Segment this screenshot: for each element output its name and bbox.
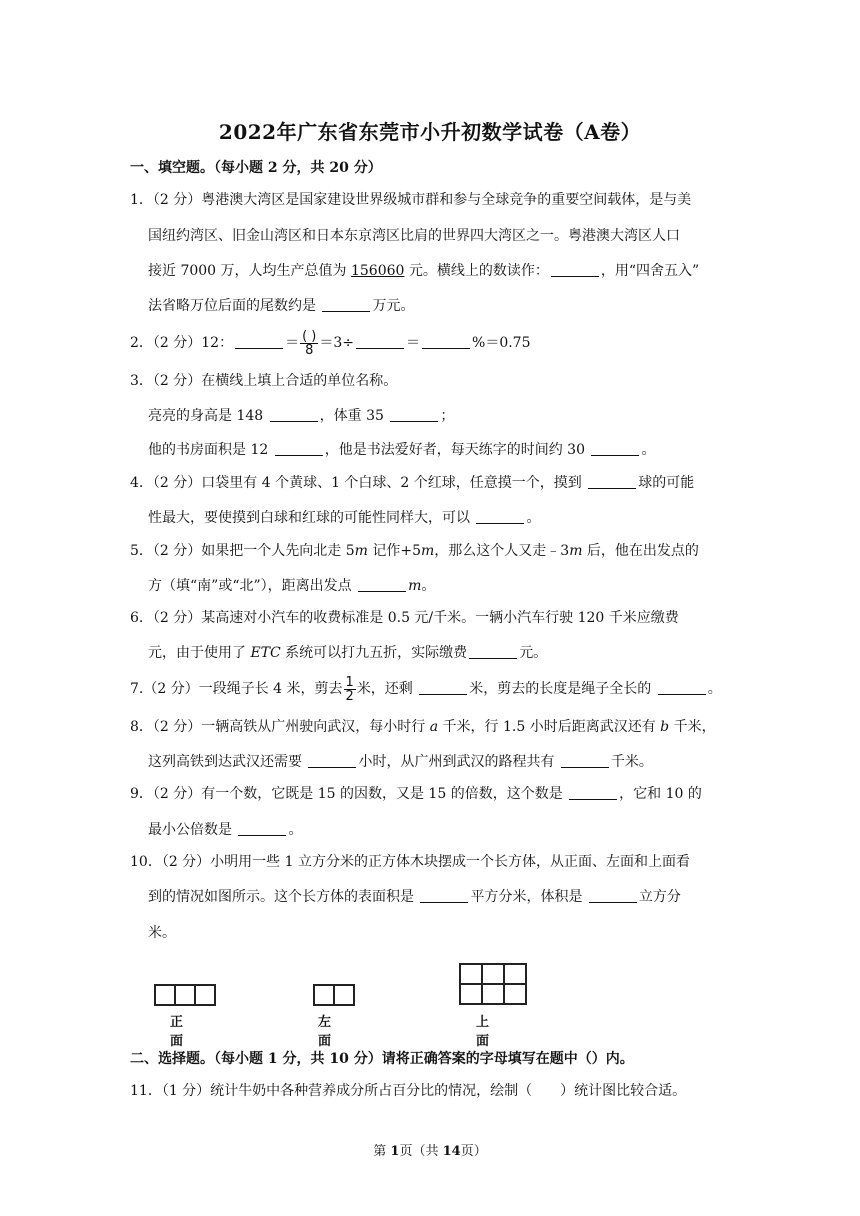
- q1-line2: 国纽约湾区、旧金山湾区和日本东京湾区比肩的世界四大湾区之一。粤港澳大湾区人口: [148, 228, 680, 244]
- q2-text: ＝: [285, 335, 300, 351]
- answer-blank[interactable]: [476, 509, 524, 524]
- q5-text: 。: [421, 578, 436, 594]
- answer-blank[interactable]: [419, 680, 467, 695]
- fraction: [300, 330, 318, 357]
- footer-text: 页（共: [399, 1144, 443, 1159]
- fraction: [344, 676, 356, 703]
- q10-text: 平方分米，体积是: [470, 889, 587, 905]
- fraction-denominator: 8: [305, 342, 314, 358]
- q1-text: 元。横线上的数读作：: [404, 263, 549, 279]
- top-view-cell: [459, 963, 483, 985]
- q10-line3: 米。: [148, 925, 176, 941]
- q6-line2: [148, 643, 547, 663]
- fraction-numerator[interactable]: ( ): [302, 328, 317, 344]
- left-view-cell: [333, 984, 355, 1006]
- q3-text: 。: [641, 442, 656, 458]
- q2-text: ＝: [406, 335, 421, 351]
- answer-blank[interactable]: [420, 888, 468, 903]
- q9-text: 9．（2 分）有一个数，它既是 15 的因数，又是 15 的倍数，这个数是: [130, 786, 568, 802]
- q3-text: ；: [440, 408, 455, 424]
- page-total: 14: [442, 1144, 461, 1159]
- q10-line2: [148, 887, 681, 907]
- answer-blank[interactable]: [588, 474, 636, 489]
- variable-a: a: [429, 719, 439, 735]
- answer-blank[interactable]: [238, 821, 286, 836]
- q4-line1: [130, 473, 694, 493]
- page-footer: [0, 1140, 860, 1159]
- top-view-cell: [459, 983, 483, 1005]
- q3-text: ，他是书法爱好者，每天练字的时间约 30: [324, 442, 590, 458]
- front-view-cell: [174, 984, 196, 1006]
- fraction-denominator: 2: [345, 688, 354, 704]
- q5-line2: [148, 576, 435, 596]
- q6-text: 元，由于使用了: [148, 645, 251, 661]
- q3-line1: 3．（2 分）在横线上填上合适的单位名称。: [130, 373, 398, 389]
- q3-text: ，体重 35: [319, 408, 389, 424]
- q5-text: 记作+5: [367, 543, 421, 559]
- q8-text: 小时，从广州到武汉的路程共有: [358, 754, 559, 770]
- q10-line1: 10．（2 分）小明用一些 1 立方分米的正方体木块摆成一个长方体，从正面、左面和上面看: [130, 854, 690, 870]
- top-view-label: 上面: [476, 1015, 490, 1049]
- top-view-cell: [481, 963, 505, 985]
- q8-text: 千米。: [610, 754, 653, 770]
- unit-m: m: [408, 578, 422, 594]
- answer-blank[interactable]: [569, 785, 617, 800]
- q8-line1: [130, 717, 716, 737]
- answer-blank[interactable]: [589, 888, 637, 903]
- q8-text: 千米，行 1.5 小时后距离武汉还有: [438, 719, 661, 735]
- top-view-cell: [503, 983, 527, 1005]
- q10-text: 到的情况如图所示。这个长方体的表面积是: [148, 889, 419, 905]
- q9-text: 最小公倍数是: [148, 822, 237, 838]
- q1-text: 法省略万位后面的尾数约是: [148, 298, 321, 314]
- q7-text: 7.（2 分）一段绳子长 4 米，剪去: [130, 681, 343, 697]
- answer-blank[interactable]: [308, 753, 356, 768]
- q2-text: %＝0.75: [472, 335, 531, 351]
- q9-line2: [148, 820, 302, 840]
- q2-line: [130, 329, 531, 357]
- q8-text: 千米，: [669, 719, 716, 735]
- q6-text: 元。: [519, 645, 548, 661]
- top-view-cell: [481, 983, 505, 1005]
- q3-line3: [148, 440, 655, 460]
- q9-line1: [130, 784, 702, 804]
- q1-underlined-number: 156060: [350, 263, 405, 279]
- answer-blank[interactable]: [275, 441, 323, 456]
- answer-blank[interactable]: [469, 644, 517, 659]
- answer-blank[interactable]: [390, 407, 438, 422]
- q1-line3: [148, 261, 699, 281]
- q4-text: 性最大，要使摸到白球和红球的可能性同样大，可以: [148, 510, 475, 526]
- q7-line: [130, 675, 722, 703]
- section-heading-fill-blank: 一、填空题。（每小题 2 分，共 20 分）: [130, 160, 382, 176]
- front-view-cell: [194, 984, 216, 1006]
- variable-b: b: [660, 719, 670, 735]
- q7-text: 。: [707, 681, 722, 697]
- page-number: 1: [390, 1144, 400, 1159]
- answer-blank[interactable]: [358, 577, 406, 592]
- answer-blank[interactable]: [658, 680, 706, 695]
- q8-line2: [148, 752, 653, 772]
- q1-text: ，用“四舍五入”: [600, 263, 700, 279]
- unit-m: m: [569, 543, 583, 559]
- answer-blank[interactable]: [356, 334, 404, 349]
- footer-text: 页）: [460, 1144, 487, 1159]
- q3-text: 亮亮的身高是 148: [148, 408, 268, 424]
- etc-term: ETC: [250, 645, 281, 661]
- unit-m: m: [421, 543, 435, 559]
- q5-text: ，那么这个人又走﹣3: [434, 543, 570, 559]
- left-view-cell: [313, 984, 335, 1006]
- top-view-cell: [503, 963, 527, 985]
- answer-blank[interactable]: [551, 262, 599, 277]
- answer-blank[interactable]: [591, 441, 639, 456]
- q5-text: 后，他在出发点的: [582, 543, 699, 559]
- q5-line1: [130, 541, 699, 561]
- page-title: 2022年广东省东莞市小升初数学试卷（A卷）: [218, 120, 642, 144]
- q8-text: 这列高铁到达武汉还需要: [148, 754, 307, 770]
- q3-text: 他的书房面积是 12: [148, 442, 273, 458]
- q4-text: 。: [526, 510, 541, 526]
- answer-blank[interactable]: [561, 753, 609, 768]
- unit-m: m: [354, 543, 368, 559]
- footer-text: 第: [373, 1144, 391, 1159]
- q9-text: 。: [288, 822, 303, 838]
- q4-text: 4．（2 分）口袋里有 4 个黄球、1 个白球、2 个红球，任意摸一个，摸到: [130, 475, 587, 491]
- q5-text: 5．（2 分）如果把一个人先向北走 5: [130, 543, 355, 559]
- q1-text: 万元。: [372, 298, 415, 314]
- q7-text: 米，还剩: [356, 681, 418, 697]
- q2-text: 2．（2 分）12：: [130, 335, 234, 351]
- q7-text: 米，剪去的长度是绳子全长的: [469, 681, 656, 697]
- q8-text: 8．（2 分）一辆高铁从广州驶向武汉，每小时行: [130, 719, 430, 735]
- section-heading-multiple-choice: 二、选择题。（每小题 1 分，共 10 分）请将正确答案的字母填写在题中（）内。: [130, 1051, 634, 1067]
- answer-blank[interactable]: [422, 334, 470, 349]
- q6-line1: 6．（2 分）某高速对小汽车的收费标准是 0.5 元/千米。一辆小汽车行驶 120 千米应缴费: [130, 610, 679, 626]
- q5-text: 方（填“南”或“北”），距离出发点: [148, 578, 357, 594]
- q3-line2: [148, 406, 454, 426]
- q4-text: 球的可能: [638, 475, 695, 491]
- q1-line4: [148, 296, 414, 316]
- left-view-label: 左面: [318, 1015, 332, 1049]
- front-view-label: 正面: [170, 1015, 184, 1049]
- q2-text: ＝3÷: [319, 335, 355, 351]
- q6-text: 系统可以打九五折，实际缴费: [280, 645, 468, 661]
- answer-blank[interactable]: [235, 334, 283, 349]
- q9-text: ，它和 10 的: [619, 786, 702, 802]
- front-view-cell: [154, 984, 176, 1006]
- q1-line1: 1．（2 分）粤港澳大湾区是国家建设世界级城市群和参与全球竞争的重要空间载体，是与美: [130, 192, 692, 208]
- q10-text: 立方分: [638, 889, 681, 905]
- fraction-numerator: 1: [345, 674, 354, 690]
- q1-text: 接近 7000 万，人均生产总值为: [148, 263, 351, 279]
- q4-line2: [148, 508, 540, 528]
- answer-blank[interactable]: [322, 297, 370, 312]
- answer-blank[interactable]: [270, 407, 318, 422]
- q11-line: 11．（1 分）统计牛奶中各种营养成分所占百分比的情况，绘制（ ）统计图比较合适。: [130, 1083, 687, 1099]
